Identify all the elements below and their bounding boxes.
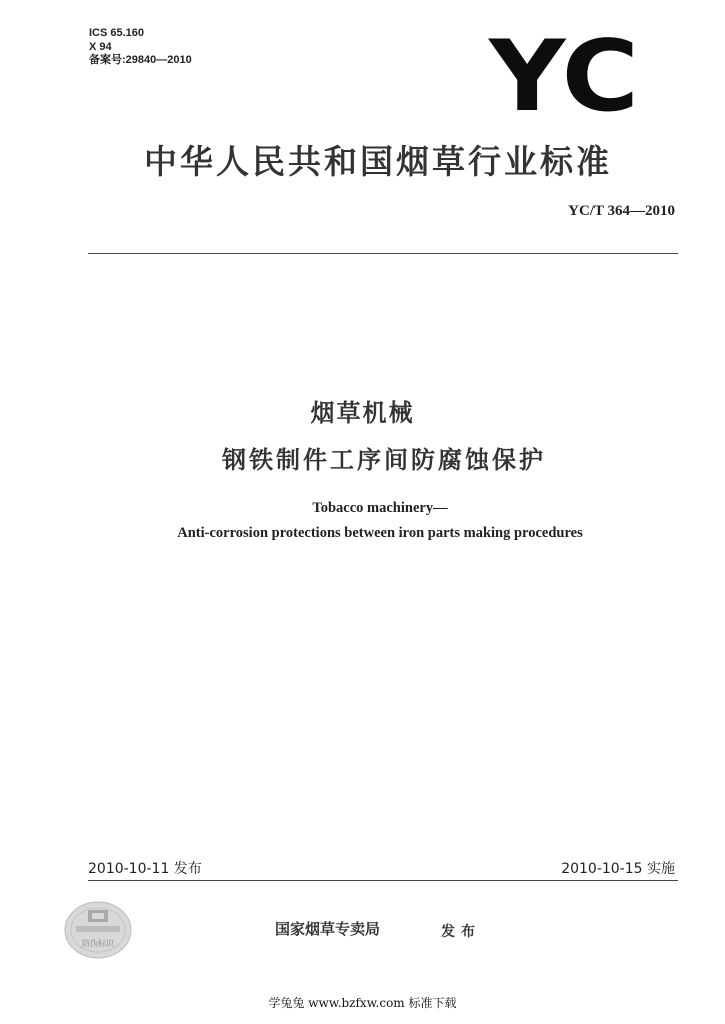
ics-code: ICS 65.160 [89, 27, 145, 39]
issue-date: 2010-10-11 发布 [88, 861, 202, 877]
standard-category-title: 中华人民共和国烟草行业标准 [144, 142, 612, 181]
bottom-divider [88, 880, 678, 881]
chinese-title-line2: 钢铁制件工序间防腐蚀保护 [222, 446, 546, 474]
publish-label: 发布 [441, 924, 481, 940]
yc-logo-text: YC [488, 36, 639, 114]
seal-text: 防伪标识 [82, 939, 114, 948]
record-number: 备案号:29840—2010 [89, 54, 192, 66]
chinese-title-line1: 烟草机械 [310, 399, 415, 427]
publisher-name: 国家烟草专卖局 [275, 920, 381, 938]
top-divider [88, 253, 678, 254]
english-title-line1: Tobacco machinery— [312, 500, 448, 516]
yc-logo [488, 36, 640, 114]
anti-counterfeit-seal [62, 896, 144, 962]
download-watermark: 学兔兔 www.bzfxw.com 标准下载 [268, 996, 457, 1010]
implementation-date: 2010-10-15 实施 [561, 861, 675, 877]
category-code: X 94 [89, 40, 112, 53]
english-title-line2: Anti-corrosion protections between iron parts making procedures [177, 525, 583, 541]
classification-codes [89, 27, 192, 68]
standard-number: YC/T 364—2010 [568, 203, 675, 219]
